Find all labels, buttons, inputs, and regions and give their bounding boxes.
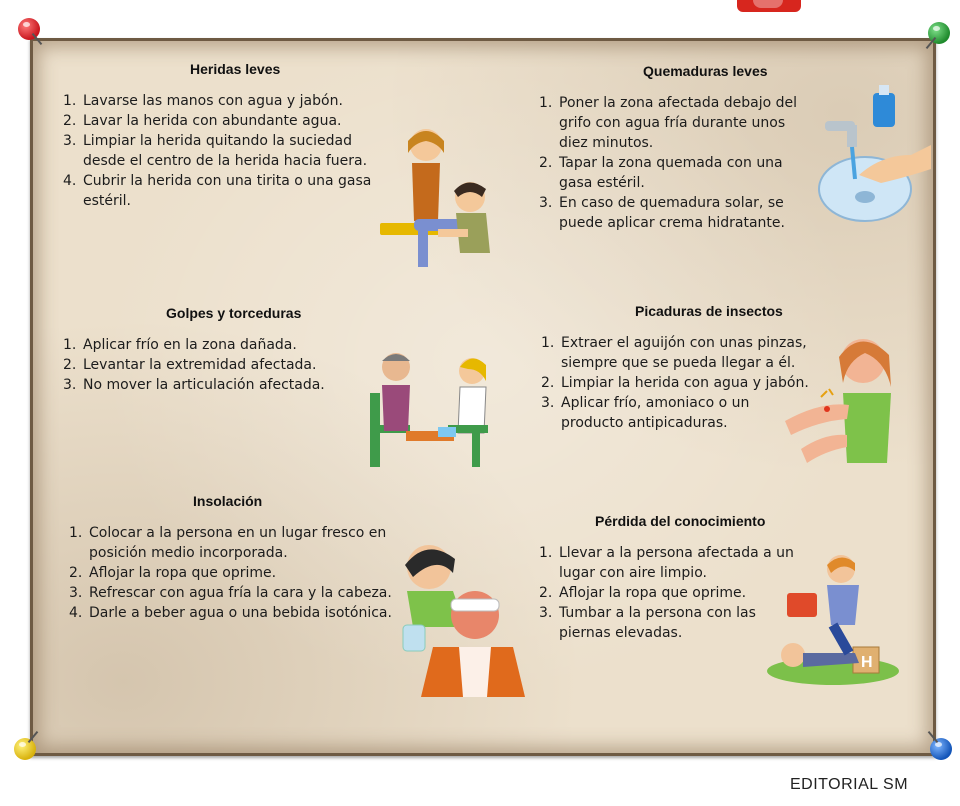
fainting-illustration — [763, 551, 903, 691]
list-item: 3. Limpiar la herida quitando la suciedad desde el centro de la herida hacia fuera. — [63, 133, 368, 169]
section-title: Golpes y torceduras — [166, 305, 302, 321]
blue-pushpin-icon — [930, 738, 952, 760]
steps-list — [69, 523, 399, 623]
section-insolacion — [69, 493, 399, 623]
green-pushpin-icon — [928, 22, 950, 44]
publisher-credit: EDITORIAL SM — [790, 776, 909, 793]
list-item: 3. Refrescar con agua fría la cara y la cabeza. — [69, 585, 392, 601]
list-item: 1. Lavarse las manos con agua y jabón. — [63, 93, 343, 109]
list-item: 2. Limpiar la herida con agua y jabón. — [541, 375, 809, 391]
list-item: 3. Tumbar a la persona con las piernas elevadas. — [539, 605, 756, 641]
first-aid-poster — [30, 38, 936, 756]
steps-list — [539, 93, 809, 233]
section-title: Heridas leves — [190, 61, 281, 77]
section-perdida-conocimiento — [539, 513, 801, 643]
burn-tap-illustration — [811, 85, 931, 225]
section-title: Insolación — [193, 493, 263, 509]
red-pushpin-icon — [18, 18, 40, 40]
steps-list — [539, 543, 801, 643]
insect-bite-illustration — [781, 331, 911, 481]
sprain-illustration — [368, 341, 498, 471]
wound-care-illustration — [378, 123, 508, 273]
publisher-logo-tab — [737, 0, 801, 12]
section-golpes-torceduras — [63, 305, 383, 395]
list-item: 3. Aplicar frío, amoniaco o un producto antipicaduras. — [541, 395, 750, 431]
list-item: 3. No mover la articulación afectada. — [63, 377, 325, 393]
list-item: 2. Lavar la herida con abundante agua. — [63, 113, 342, 129]
steps-list — [63, 91, 393, 211]
steps-list — [541, 333, 809, 433]
list-item: 3. En caso de quemadura solar, se puede aplicar crema hidratante. — [539, 195, 785, 231]
section-title: Picaduras de insectos — [635, 303, 783, 319]
list-item: 2. Aflojar la ropa que oprime. — [539, 585, 747, 601]
list-item: 2. Aflojar la ropa que oprime. — [69, 565, 277, 581]
steps-list — [63, 335, 383, 395]
list-item: 2. Tapar la zona quemada con una gasa estéril. — [539, 155, 783, 191]
yellow-pushpin-icon — [14, 738, 36, 760]
list-item: 1. Colocar a la persona en un lugar fresco en posición medio incorporada. — [69, 525, 387, 561]
list-item: 1. Poner la zona afectada debajo del grifo con agua fría durante unos diez minutos. — [539, 95, 797, 151]
list-item: 4. Cubrir la herida con una tirita o una gasa estéril. — [63, 173, 372, 209]
list-item: 1. Llevar a la persona afectada a un lugar con aire limpio. — [539, 545, 794, 581]
svg-text:H: H — [861, 654, 873, 671]
section-title: Pérdida del conocimiento — [595, 513, 766, 529]
section-quemaduras-leves — [539, 63, 809, 233]
list-item: 2. Levantar la extremidad afectada. — [63, 357, 317, 373]
list-item: 4. Darle a beber agua o una bebida isotónica. — [69, 605, 392, 621]
list-item: 1. Aplicar frío en la zona dañada. — [63, 337, 297, 353]
section-picaduras-insectos — [541, 303, 809, 433]
sunstroke-illustration — [393, 537, 533, 697]
list-item: 1. Extraer el aguijón con unas pinzas, siempre que se pueda llegar a él. — [541, 335, 807, 371]
section-title: Quemaduras leves — [643, 63, 768, 79]
section-heridas-leves — [63, 61, 393, 211]
